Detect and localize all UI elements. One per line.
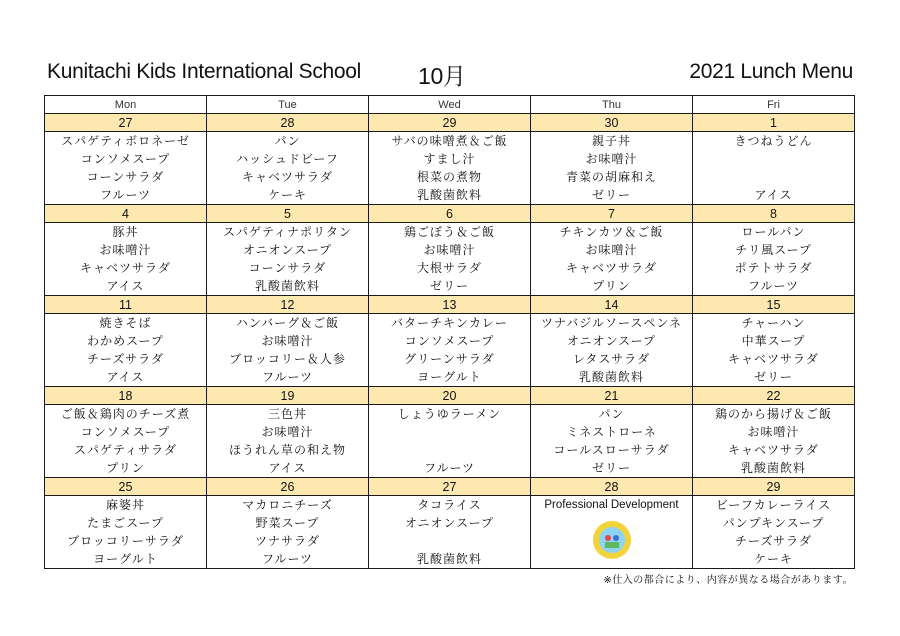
menu-item: コンソメスープ	[404, 334, 495, 348]
menu-item: しょうゆラーメン	[397, 407, 502, 421]
menu-item: 麻婆丼	[105, 498, 145, 512]
date-cell: 12	[207, 296, 369, 314]
menu-item: 鶏のから揚げ＆ご飯	[714, 407, 832, 421]
menu-item: チリ風スープ	[735, 243, 812, 257]
school-logo-icon	[592, 520, 632, 560]
date-cell: 18	[45, 387, 207, 405]
date-cell: 1	[693, 114, 855, 132]
menu-item: スパゲティボロネーゼ	[61, 134, 190, 148]
menu-item: コーンサラダ	[86, 170, 165, 184]
date-row	[45, 114, 855, 132]
menu-cell	[531, 405, 693, 478]
menu-item: 乳酸菌飲料	[416, 188, 482, 202]
menu-title: 2021 Lunch Menu	[689, 60, 853, 83]
menu-item: チーズサラダ	[734, 534, 813, 548]
menu-item: スパゲティサラダ	[74, 443, 177, 457]
menu-item: ヨーグルト	[417, 370, 482, 384]
menu-cell	[45, 405, 207, 478]
menu-item: 親子丼	[591, 134, 631, 148]
date-cell: 15	[693, 296, 855, 314]
menu-row	[45, 223, 855, 296]
menu-item: お味噌汁	[585, 152, 638, 166]
menu-item: タコライス	[417, 498, 482, 512]
menu-item: 中華スープ	[741, 334, 806, 348]
menu-item: フルーツ	[99, 188, 152, 202]
menu-item: コールスローサラダ	[553, 443, 670, 457]
menu-item: グリーンサラダ	[404, 352, 495, 366]
menu-item: お味噌汁	[585, 243, 638, 257]
menu-item: お味噌汁	[99, 243, 152, 257]
menu-item: 焼きそば	[99, 316, 152, 330]
menu-item: 乳酸菌飲料	[740, 461, 806, 475]
menu-item: チャーハン	[741, 316, 806, 330]
menu-item: お味噌汁	[261, 425, 314, 439]
menu-item: ほうれん草の和え物	[228, 443, 346, 457]
menu-item: ケーキ	[753, 552, 793, 566]
menu-cell	[45, 132, 207, 205]
weekday-wed: Wed	[369, 96, 531, 114]
menu-item: ケーキ	[267, 188, 307, 202]
menu-item: サバの味噌煮＆ご飯	[391, 134, 508, 148]
menu-item	[693, 168, 854, 186]
date-cell: 20	[369, 387, 531, 405]
menu-item: オニオンスープ	[567, 334, 656, 348]
menu-item: ハンバーグ＆ご飯	[235, 316, 340, 330]
menu-cell	[207, 223, 369, 296]
menu-item: ゼリー	[591, 461, 631, 475]
menu-item: ビーフカレーライス	[715, 498, 832, 512]
menu-item: ゼリー	[753, 370, 793, 384]
menu-item: レタスサラダ	[572, 352, 651, 366]
menu-item: パン	[274, 134, 301, 148]
date-cell: 27	[369, 478, 531, 496]
date-cell: 14	[531, 296, 693, 314]
date-cell: 4	[45, 205, 207, 223]
date-cell: 29	[693, 478, 855, 496]
date-cell: 28	[531, 478, 693, 496]
menu-item: パンプキンスープ	[722, 516, 825, 530]
date-cell: 7	[531, 205, 693, 223]
menu-cell	[369, 496, 531, 569]
date-row	[45, 205, 855, 223]
menu-item: コーンサラダ	[248, 261, 327, 275]
menu-item: わかめスープ	[87, 334, 164, 348]
date-cell: 22	[693, 387, 855, 405]
date-cell: 13	[369, 296, 531, 314]
menu-item: オニオンスープ	[405, 516, 494, 530]
menu-item: 青菜の胡麻和え	[565, 170, 657, 184]
date-cell: 26	[207, 478, 369, 496]
date-row	[45, 296, 855, 314]
menu-cell	[531, 223, 693, 296]
menu-item: ご飯＆鶏肉のチーズ煮	[60, 407, 191, 421]
menu-item: バターチキンカレー	[391, 316, 508, 330]
menu-item: お味噌汁	[747, 425, 800, 439]
date-cell: 28	[207, 114, 369, 132]
menu-item: ブロッコリー＆人参	[229, 352, 346, 366]
menu-item: ヨーグルト	[93, 552, 158, 566]
menu-item: ツナバジルソースペンネ	[540, 316, 683, 330]
menu-cell	[369, 132, 531, 205]
menu-item: チーズサラダ	[86, 352, 165, 366]
menu-cell	[693, 314, 855, 387]
menu-item	[369, 441, 530, 459]
menu-item: ブロッコリーサラダ	[67, 534, 184, 548]
menu-cell	[369, 405, 531, 478]
date-cell: 21	[531, 387, 693, 405]
menu-item: 豚丼	[112, 225, 139, 239]
menu-row	[45, 314, 855, 387]
menu-item: オニオンスープ	[243, 243, 332, 257]
weekday-fri: Fri	[693, 96, 855, 114]
menu-item: フルーツ	[261, 552, 314, 566]
menu-item: 乳酸菌飲料	[416, 552, 482, 566]
menu-item: フルーツ	[747, 279, 800, 293]
menu-item	[693, 150, 854, 168]
menu-cell	[207, 496, 369, 569]
date-cell: 19	[207, 387, 369, 405]
school-name: Kunitachi Kids International School	[47, 60, 362, 83]
menu-item: 大根サラダ	[417, 261, 482, 275]
menu-item: ポテトサラダ	[734, 261, 813, 275]
weekday-header-row	[45, 96, 855, 114]
menu-cell	[693, 405, 855, 478]
menu-item: フルーツ	[423, 461, 476, 475]
menu-item: ゼリー	[429, 279, 469, 293]
menu-item: 野菜スープ	[255, 516, 320, 530]
menu-item: キャベツサラダ	[242, 170, 333, 184]
menu-item: マカロニチーズ	[242, 498, 333, 512]
weekday-tue: Tue	[207, 96, 369, 114]
menu-cell	[207, 314, 369, 387]
menu-cell	[45, 496, 207, 569]
menu-cell	[693, 132, 855, 205]
date-cell: 8	[693, 205, 855, 223]
menu-item: ツナサラダ	[255, 534, 320, 548]
date-row	[45, 478, 855, 496]
date-cell: 27	[45, 114, 207, 132]
menu-cell	[693, 223, 855, 296]
menu-item: キャベツサラダ	[566, 261, 657, 275]
menu-item: アイス	[268, 461, 307, 475]
menu-item: Professional Development	[544, 499, 679, 511]
menu-item: ミネストローネ	[566, 425, 657, 439]
menu-item: フルーツ	[261, 370, 314, 384]
menu-item: 乳酸菌飲料	[578, 370, 644, 384]
date-cell: 11	[45, 296, 207, 314]
menu-item: コンソメスープ	[80, 425, 171, 439]
menu-item: キャベツサラダ	[728, 352, 819, 366]
menu-item: すまし汁	[423, 152, 476, 166]
menu-item: ハッシュドビーフ	[236, 152, 339, 166]
menu-item: お味噌汁	[423, 243, 476, 257]
menu-item	[369, 423, 530, 441]
menu-item	[369, 532, 530, 550]
menu-cell	[207, 405, 369, 478]
footnote: ※仕入の都合により、内容が異なる場合があります。	[603, 575, 853, 586]
month-title: 10月	[418, 63, 466, 89]
menu-item: アイス	[754, 188, 793, 202]
date-row	[45, 387, 855, 405]
weekday-mon: Mon	[45, 96, 207, 114]
menu-item: コンソメスープ	[80, 152, 171, 166]
menu-cell	[45, 223, 207, 296]
menu-item: チキンカツ＆ご飯	[559, 225, 664, 239]
menu-item: ゼリー	[591, 188, 631, 202]
menu-cell	[369, 223, 531, 296]
date-cell: 25	[45, 478, 207, 496]
menu-cell	[531, 132, 693, 205]
menu-item: プリン	[106, 461, 145, 475]
menu-item: プリン	[592, 279, 631, 293]
menu-item: 根菜の煮物	[416, 170, 482, 184]
menu-item: パン	[598, 407, 625, 421]
date-cell: 29	[369, 114, 531, 132]
menu-item: キャベツサラダ	[80, 261, 171, 275]
menu-cell	[45, 314, 207, 387]
menu-item: お味噌汁	[261, 334, 314, 348]
menu-cell	[207, 132, 369, 205]
date-cell: 6	[369, 205, 531, 223]
date-cell: 30	[531, 114, 693, 132]
menu-item: ロールパン	[741, 225, 806, 239]
menu-item: スパゲティナポリタン	[222, 225, 353, 239]
menu-item: 鶏ごぼう＆ご飯	[403, 225, 495, 239]
menu-cell	[531, 314, 693, 387]
menu-cell	[369, 314, 531, 387]
menu-row	[45, 132, 855, 205]
menu-item: きつねうどん	[734, 134, 813, 148]
menu-item: アイス	[106, 370, 145, 384]
menu-item: 三色丼	[267, 407, 307, 421]
lunch-menu-table	[44, 95, 855, 569]
weekday-thu: Thu	[531, 96, 693, 114]
menu-item: たまごスープ	[87, 516, 164, 530]
menu-item: アイス	[106, 279, 145, 293]
menu-item: キャベツサラダ	[728, 443, 819, 457]
menu-cell	[693, 496, 855, 569]
menu-row	[45, 405, 855, 478]
menu-row	[45, 496, 855, 569]
menu-item: 乳酸菌飲料	[254, 279, 320, 293]
date-cell: 5	[207, 205, 369, 223]
menu-cell	[531, 496, 693, 569]
